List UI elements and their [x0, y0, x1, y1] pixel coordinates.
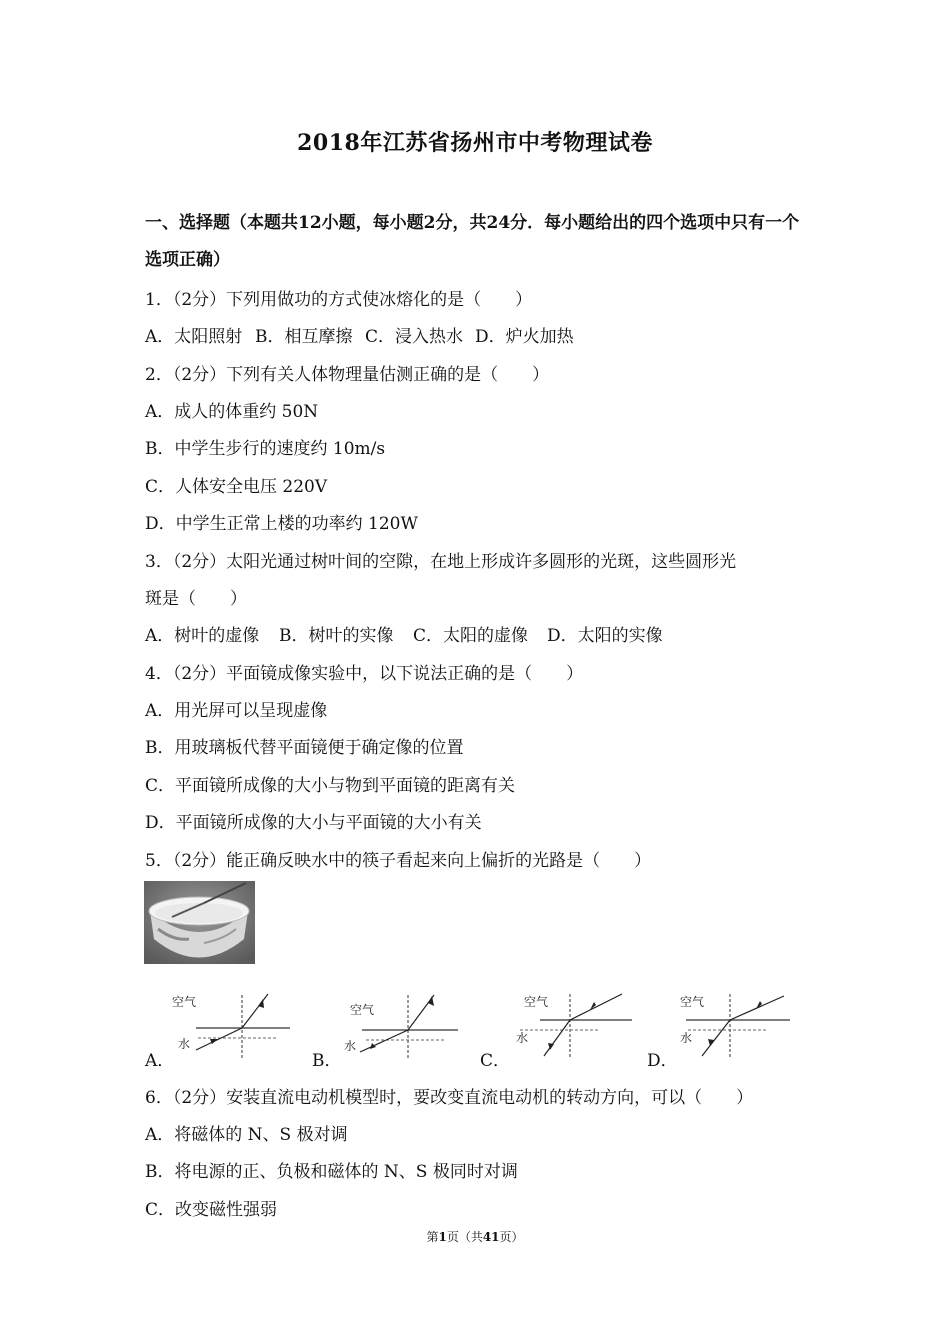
- footer-mid: 页（共: [446, 1230, 483, 1244]
- option-a: A．树叶的虚像: [145, 626, 260, 646]
- diagram-b-label: B．: [312, 1051, 342, 1071]
- option-c: C．太阳的虚像: [413, 626, 529, 646]
- question-4-option-a: A．用光屏可以呈现虚像: [145, 701, 328, 721]
- question-6-option-a: A．将磁体的 N、S 极对调: [145, 1125, 348, 1145]
- option-b: B．相互摩擦: [255, 327, 353, 347]
- question-3-line-2: 斑是（ ）: [145, 589, 247, 609]
- option-d: D．炉火加热: [475, 327, 574, 347]
- diagram-air-label: 空气: [350, 1003, 375, 1017]
- question-4-option-b: B．用玻璃板代替平面镜便于确定像的位置: [145, 738, 464, 758]
- footer-suffix: 页）: [499, 1230, 524, 1244]
- page-title: 2018年江苏省扬州市中考物理试卷: [297, 130, 653, 156]
- question-1: 1．（2分）下列用做功的方式使冰熔化的是（ ）: [145, 290, 533, 310]
- question-2-option-b: B．中学生步行的速度约 10m/s: [145, 439, 386, 459]
- question-1-options: [145, 322, 574, 347]
- page-footer: [0, 1228, 950, 1245]
- question-2: 2．（2分）下列有关人体物理量估测正确的是（ ）: [145, 365, 550, 385]
- option-d: D．太阳的实像: [547, 626, 663, 646]
- footer-total-pages: 41: [482, 1230, 500, 1244]
- diagram-a-label: A．: [145, 1051, 175, 1071]
- question-6: 6．（2分）安装直流电动机模型时，要改变直流电动机的转动方向，可以（ ）: [145, 1088, 754, 1108]
- question-6-option-c: C．改变磁性强弱: [145, 1200, 278, 1220]
- question-2-option-c: C．人体安全电压 220V: [145, 477, 328, 497]
- diagram-c-label: C．: [480, 1051, 511, 1071]
- question-5: 5．（2分）能正确反映水中的筷子看起来向上偏折的光路是（ ）: [145, 851, 652, 871]
- chopstick-bowl-photo: [144, 881, 255, 964]
- diagram-water-label: 水: [680, 1031, 693, 1045]
- question-3-line-1: 3．（2分）太阳光通过树叶间的空隙，在地上形成许多圆形的光斑，这些圆形光: [145, 552, 737, 572]
- question-4: 4．（2分）平面镜成像实验中，以下说法正确的是（ ）: [145, 664, 584, 684]
- diagram-a: [168, 990, 318, 1060]
- diagram-b: [336, 990, 486, 1060]
- option-a: A．太阳照射: [145, 327, 243, 347]
- diagram-air-label: 空气: [524, 995, 549, 1009]
- option-c: C．浸入热水: [365, 327, 464, 347]
- question-3-options: [145, 621, 663, 646]
- question-2-option-a: A．成人的体重约 50N: [145, 402, 319, 422]
- diagram-water-label: 水: [344, 1039, 357, 1053]
- question-4-option-d: D．平面镜所成像的大小与平面镜的大小有关: [145, 813, 482, 833]
- question-6-option-b: B．将电源的正、负极和磁体的 N、S 极同时对调: [145, 1162, 518, 1182]
- diagram-water-label: 水: [516, 1031, 529, 1045]
- diagram-air-label: 空气: [680, 995, 705, 1009]
- diagram-air-label: 空气: [172, 995, 197, 1009]
- diagram-c: [510, 990, 660, 1060]
- diagram-d-label: D．: [647, 1051, 678, 1071]
- diagram-water-label: 水: [178, 1037, 191, 1051]
- section-heading: 一、选择题（本题共12小题，每小题2分，共24分．每小题给出的四个选项中只有一个选项正确）: [145, 213, 800, 270]
- diagram-d: [668, 990, 818, 1060]
- question-4-option-c: C．平面镜所成像的大小与物到平面镜的距离有关: [145, 776, 516, 796]
- footer-page-number: 1: [438, 1230, 447, 1244]
- footer-prefix: 第: [426, 1230, 439, 1244]
- option-b: B．树叶的实像: [279, 626, 394, 646]
- question-2-option-d: D．中学生正常上楼的功率约 120W: [145, 514, 418, 534]
